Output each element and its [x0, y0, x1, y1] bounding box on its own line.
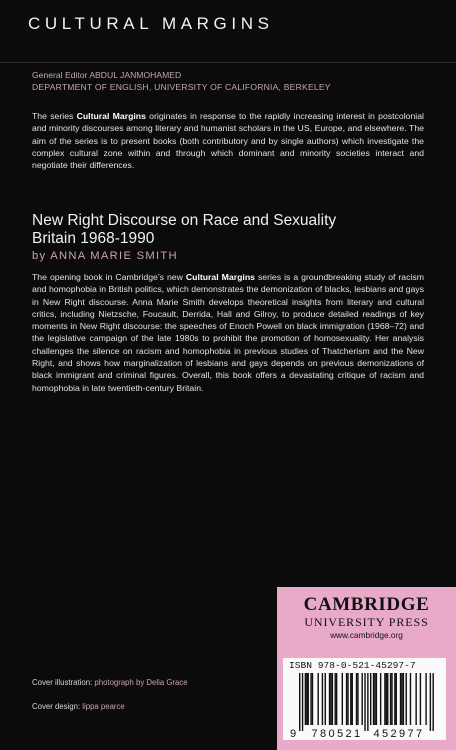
- barcode-bar: [432, 673, 433, 731]
- barcode-bar: [317, 673, 318, 725]
- book-description: [32, 271, 424, 394]
- barcode-bar: [406, 673, 407, 725]
- barcode-bar: [306, 673, 307, 725]
- barcode-image: [289, 673, 440, 739]
- barcode-bar: [376, 673, 377, 725]
- cover-credits: [32, 678, 272, 726]
- barcode-bar: [347, 673, 348, 725]
- barcode-bar: [415, 673, 416, 725]
- barcode-bar: [386, 673, 387, 725]
- blurb-series-name: Cultural Margins: [76, 111, 146, 121]
- barcode-bar: [401, 673, 402, 725]
- illustration-credit-label: Cover illustration:: [32, 678, 95, 687]
- barcode-bar: [352, 673, 353, 725]
- barcode-bar: [425, 673, 426, 725]
- barcode-digit-first: 9: [290, 728, 297, 739]
- barcode-bar: [403, 673, 404, 725]
- barcode-bar: [400, 673, 401, 725]
- illustration-credit: [32, 678, 272, 702]
- barcode-bar: [336, 673, 337, 725]
- book-title: [32, 212, 432, 248]
- series-title: CULTURAL MARGINS: [28, 14, 274, 33]
- barcode-bar: [367, 673, 368, 731]
- barcode-bar: [361, 673, 362, 725]
- barcode-bar: [299, 673, 300, 731]
- barcode-bar: [374, 673, 375, 725]
- barcode-bar: [356, 673, 357, 725]
- department-line: DEPARTMENT OF ENGLISH, UNIVERSITY OF CALIFORNIA, BERKELEY: [32, 81, 331, 92]
- barcode-bar: [325, 673, 326, 725]
- description-series-name: Cultural Margins: [185, 272, 255, 282]
- barcode-bar: [329, 673, 330, 725]
- barcode-bar: [357, 673, 358, 725]
- barcode-bar: [322, 673, 323, 725]
- blurb-text-start: The series: [32, 111, 77, 121]
- book-title-line2: Britain 1968-1990: [32, 230, 155, 247]
- barcode-bar: [420, 673, 421, 725]
- general-editor-line: General Editor ABDUL JANMOHAMED: [32, 70, 182, 80]
- design-credit: [32, 702, 272, 726]
- barcode-bar: [346, 673, 347, 725]
- barcode-bar: [308, 673, 309, 725]
- description-text-start: The opening book in Cambridge’s new: [32, 272, 186, 282]
- barcode-bars: [299, 673, 434, 731]
- author-line: [32, 250, 178, 262]
- barcode-bar: [390, 673, 391, 725]
- description-text-end: series is a groundbreaking study of racism and homophobia in British politics, which demonstrates the demonization of blacks, lesbians and gays in New Right discourse. Anna Marie Smith develops theoretical insights from literary and cultural critics, including Nietzsche, Foucault, Derrida, Hall and Gilroy, to produce detailed readings of key moments in New Right discourse: the speeches of Enoch Powell on black immigration (1968–72) and the legislative campaign of the late 1980s to prohibit the promotion of homosexuality. Her analysis challenges the silence on racism and homophobia in previous studies of Thatcherism and the New Right, and shows how marginalization of lesbians and gays depends on previous demonizations of black immigrant and criminal figures. Overall, this book offers a devastating critique of racism and homophobia in late twentieth-century Britain.: [32, 272, 424, 393]
- blurb-text-end: originates in response to the rapidly increasing interest in postcolonial and minority discourses among literary and humanist scholars in the US, Europe, and elsewhere. The aim of the series is to present books (both contributory and by single authors) which investigate the complex cultural zone within and through which dominant and minority societies interact and negotiate their differences.: [32, 111, 424, 171]
- barcode-bar: [310, 673, 311, 725]
- publisher-website: www.cambridge.org: [330, 630, 403, 640]
- author-by: by: [32, 250, 47, 262]
- barcode-bar: [396, 673, 397, 725]
- series-header: [0, 0, 456, 63]
- barcode-bar: [312, 673, 313, 725]
- publisher-subtitle: UNIVERSITY PRESS: [304, 615, 429, 629]
- barcode-bar: [384, 673, 385, 725]
- barcode-bar: [305, 673, 306, 725]
- barcode-bar: [302, 673, 303, 731]
- illustration-credit-value: photograph by Delia Grace: [94, 678, 188, 687]
- design-credit-label: Cover design:: [32, 702, 83, 711]
- barcode-bar: [391, 673, 392, 725]
- barcode-bar: [387, 673, 388, 725]
- barcode-bar: [350, 673, 351, 725]
- design-credit-value: lippa pearce: [82, 702, 125, 711]
- barcode-bar: [364, 673, 365, 731]
- author-name: ANNA MARIE SMITH: [50, 250, 178, 262]
- isbn-label: ISBN 978-0-521-45297-7: [289, 660, 416, 671]
- barcode-bar: [430, 673, 431, 731]
- book-title-line1: New Right Discourse on Race and Sexuality: [32, 212, 337, 229]
- barcode-bar: [332, 673, 333, 725]
- series-blurb: [32, 110, 424, 171]
- editor-block: [32, 70, 432, 93]
- barcode-bar: [410, 673, 411, 725]
- barcode-bar: [373, 673, 374, 725]
- publisher-name: CAMBRIDGE: [303, 594, 430, 615]
- barcode-panel: [283, 658, 446, 740]
- barcode-bar: [370, 673, 371, 725]
- barcode-bar: [380, 673, 381, 725]
- barcode-digits-right: 452977: [373, 728, 425, 739]
- barcode-digits-left: 780521: [311, 728, 363, 739]
- barcode-bar: [335, 673, 336, 725]
- barcode-bar: [342, 673, 343, 725]
- barcode-bar: [394, 673, 395, 725]
- barcode-bar: [330, 673, 331, 725]
